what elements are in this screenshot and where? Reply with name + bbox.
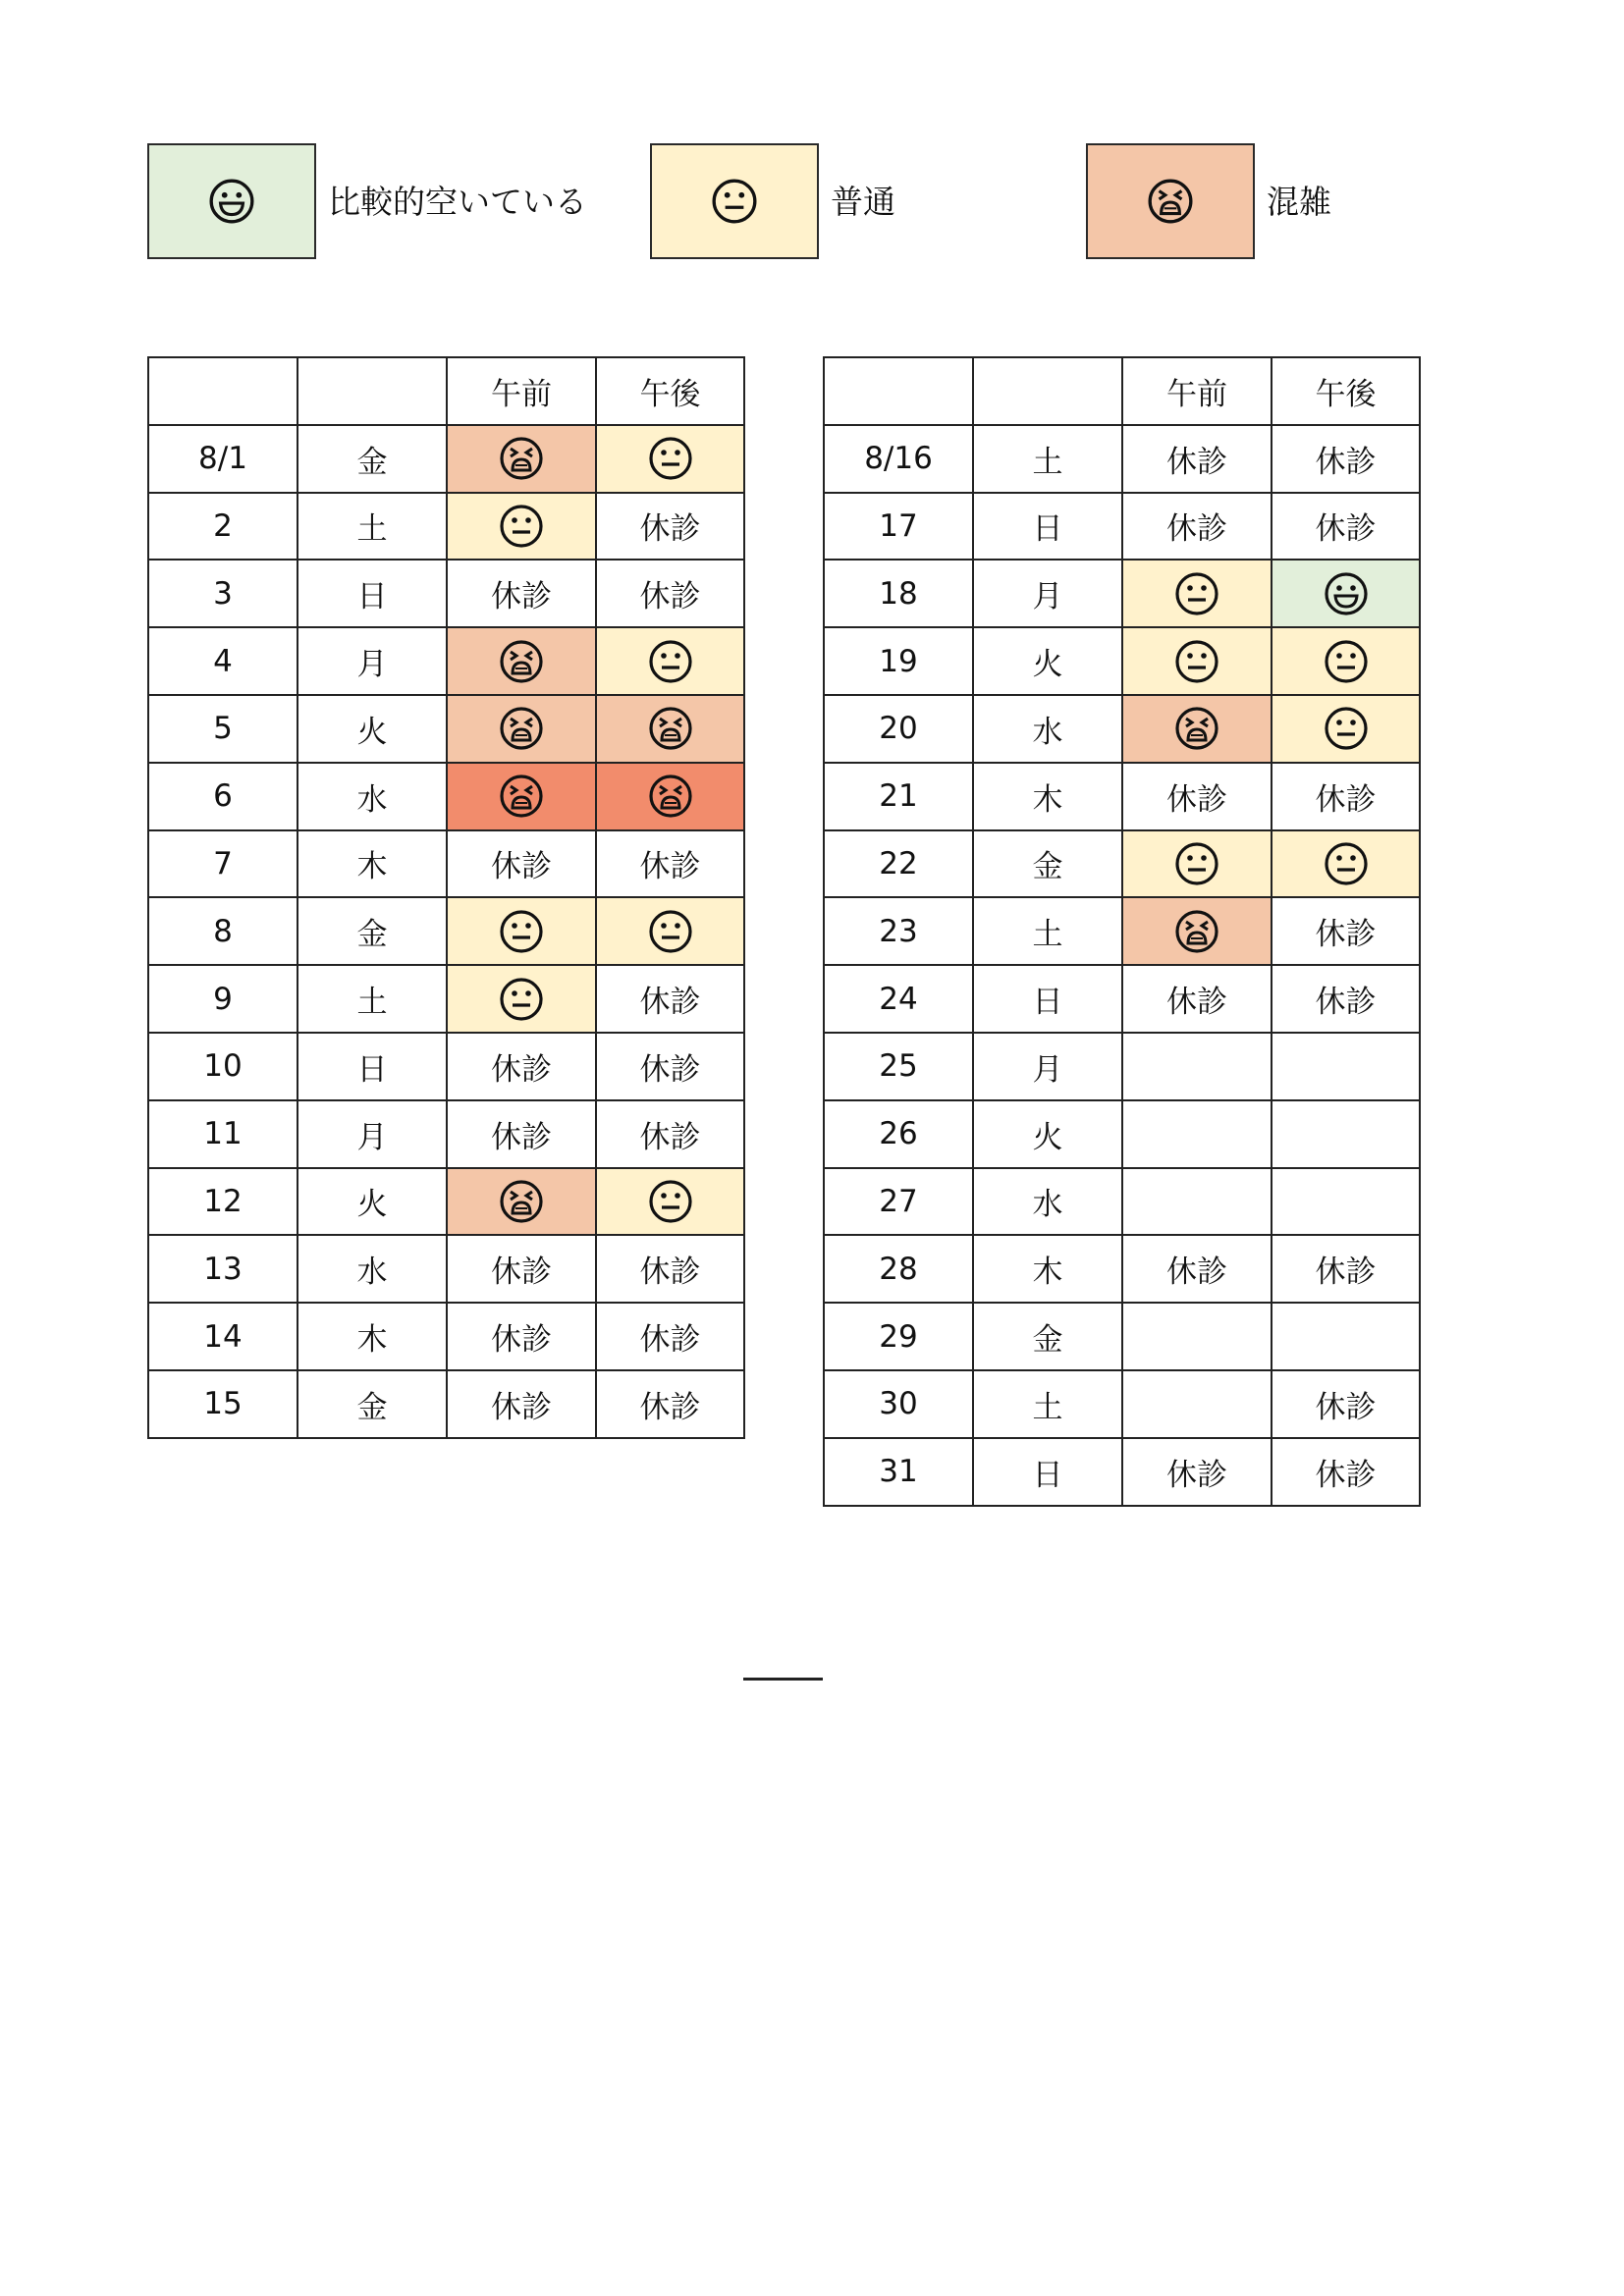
table-row — [824, 763, 1420, 830]
table-row — [824, 1235, 1420, 1303]
date-cell: 17 — [824, 493, 973, 561]
tired-face-icon — [498, 638, 545, 685]
afternoon-status-cell: 休診 — [1272, 493, 1420, 561]
afternoon-status-cell — [1272, 1033, 1420, 1100]
header-morning: 午前 — [1122, 357, 1272, 425]
afternoon-status-cell — [596, 425, 744, 493]
neutral-face-icon — [647, 1178, 694, 1225]
date-cell: 22 — [824, 830, 973, 898]
weekday-cell: 日 — [298, 560, 447, 627]
table-row — [824, 1168, 1420, 1236]
smile-icon — [1323, 570, 1370, 617]
afternoon-status-cell: 休診 — [596, 1033, 744, 1100]
morning-status-cell — [447, 897, 596, 965]
header-date-blank — [148, 357, 298, 425]
afternoon-status-cell: 休診 — [1272, 763, 1420, 830]
tired-face-icon — [1173, 705, 1220, 752]
neutral-face-icon — [498, 976, 545, 1023]
table-row — [824, 1033, 1420, 1100]
weekday-cell: 日 — [973, 493, 1122, 561]
date-cell: 4 — [148, 627, 298, 695]
date-cell: 30 — [824, 1370, 973, 1438]
table-row — [824, 1100, 1420, 1168]
table-row — [148, 627, 744, 695]
date-cell: 7 — [148, 830, 298, 898]
neutral-face-icon — [1323, 638, 1370, 685]
table-row — [148, 1168, 744, 1236]
morning-status-cell — [1122, 695, 1272, 763]
tired-face-icon — [647, 705, 694, 752]
date-cell: 28 — [824, 1235, 973, 1303]
morning-status-cell: 休診 — [1122, 1235, 1272, 1303]
morning-status-cell — [447, 425, 596, 493]
weekday-cell: 土 — [298, 965, 447, 1033]
weekday-cell: 金 — [973, 830, 1122, 898]
neutral-face-icon — [647, 435, 694, 482]
weekday-cell: 土 — [298, 493, 447, 561]
date-cell: 2 — [148, 493, 298, 561]
neutral-face-icon — [1323, 840, 1370, 887]
weekday-cell: 木 — [973, 1235, 1122, 1303]
neutral-face-icon — [647, 908, 694, 955]
weekday-cell: 火 — [298, 695, 447, 763]
tired-face-icon — [498, 773, 545, 820]
table-divider-line — [743, 1678, 823, 1681]
afternoon-status-cell: 休診 — [1272, 425, 1420, 493]
morning-status-cell: 休診 — [447, 1370, 596, 1438]
legend-swatch-busy — [1086, 143, 1255, 259]
date-cell: 21 — [824, 763, 973, 830]
afternoon-status-cell — [596, 695, 744, 763]
date-cell: 13 — [148, 1235, 298, 1303]
table-row — [148, 1235, 744, 1303]
table-row — [824, 425, 1420, 493]
afternoon-status-cell — [596, 763, 744, 830]
weekday-cell: 金 — [973, 1303, 1122, 1370]
weekday-cell: 金 — [298, 897, 447, 965]
date-cell: 6 — [148, 763, 298, 830]
afternoon-status-cell: 休診 — [1272, 1235, 1420, 1303]
afternoon-status-cell — [1272, 1100, 1420, 1168]
calendar-table-right — [823, 356, 1421, 1507]
table-row — [824, 1438, 1420, 1506]
morning-status-cell: 休診 — [447, 560, 596, 627]
afternoon-status-cell — [1272, 627, 1420, 695]
morning-status-cell — [1122, 1370, 1272, 1438]
afternoon-status-cell: 休診 — [596, 493, 744, 561]
afternoon-status-cell — [1272, 1303, 1420, 1370]
weekday-cell: 水 — [298, 763, 447, 830]
morning-status-cell — [1122, 1168, 1272, 1236]
header-afternoon: 午後 — [596, 357, 744, 425]
afternoon-status-cell: 休診 — [1272, 1438, 1420, 1506]
calendar-table-left — [147, 356, 745, 1439]
tired-face-icon — [647, 773, 694, 820]
legend-label-busy: 混雑 — [1267, 183, 1331, 221]
weekday-cell: 木 — [298, 1303, 447, 1370]
table-row — [824, 695, 1420, 763]
weekday-cell: 木 — [973, 763, 1122, 830]
morning-status-cell — [447, 627, 596, 695]
morning-status-cell: 休診 — [447, 1235, 596, 1303]
table-row — [148, 1033, 744, 1100]
morning-status-cell: 休診 — [1122, 493, 1272, 561]
afternoon-status-cell — [1272, 695, 1420, 763]
weekday-cell: 木 — [298, 830, 447, 898]
afternoon-status-cell — [1272, 1168, 1420, 1236]
morning-status-cell: 休診 — [1122, 965, 1272, 1033]
neutral-face-icon — [498, 503, 545, 550]
header-weekday-blank — [973, 357, 1122, 425]
morning-status-cell — [1122, 560, 1272, 627]
date-cell: 8/1 — [148, 425, 298, 493]
weekday-cell: 土 — [973, 1370, 1122, 1438]
date-cell: 5 — [148, 695, 298, 763]
weekday-cell: 火 — [973, 1100, 1122, 1168]
morning-status-cell: 休診 — [447, 1100, 596, 1168]
afternoon-status-cell: 休診 — [596, 1303, 744, 1370]
weekday-cell: 土 — [973, 425, 1122, 493]
date-cell: 18 — [824, 560, 973, 627]
weekday-cell: 土 — [973, 897, 1122, 965]
weekday-cell: 月 — [973, 560, 1122, 627]
table-row — [148, 560, 744, 627]
weekday-cell: 水 — [973, 695, 1122, 763]
table-row — [824, 1303, 1420, 1370]
morning-status-cell — [1122, 1033, 1272, 1100]
neutral-face-icon — [1323, 705, 1370, 752]
morning-status-cell — [447, 695, 596, 763]
date-cell: 26 — [824, 1100, 973, 1168]
table-row — [824, 897, 1420, 965]
table-row — [148, 425, 744, 493]
weekday-cell: 月 — [298, 627, 447, 695]
afternoon-status-cell: 休診 — [596, 965, 744, 1033]
date-cell: 27 — [824, 1168, 973, 1236]
morning-status-cell — [1122, 897, 1272, 965]
legend-label-empty: 比較的空いている — [328, 183, 587, 221]
afternoon-status-cell: 休診 — [596, 1370, 744, 1438]
table-row — [148, 1100, 744, 1168]
date-cell: 15 — [148, 1370, 298, 1438]
morning-status-cell — [1122, 627, 1272, 695]
weekday-cell: 水 — [973, 1168, 1122, 1236]
neutral-face-icon — [710, 177, 759, 226]
morning-status-cell — [447, 493, 596, 561]
afternoon-status-cell: 休診 — [1272, 965, 1420, 1033]
header-morning: 午前 — [447, 357, 596, 425]
date-cell: 8 — [148, 897, 298, 965]
morning-status-cell — [447, 1168, 596, 1236]
header-date-blank — [824, 357, 973, 425]
morning-status-cell — [1122, 830, 1272, 898]
neutral-face-icon — [647, 638, 694, 685]
morning-status-cell: 休診 — [1122, 425, 1272, 493]
afternoon-status-cell: 休診 — [596, 1100, 744, 1168]
tired-face-icon — [1173, 908, 1220, 955]
weekday-cell: 日 — [973, 1438, 1122, 1506]
table-row — [824, 493, 1420, 561]
neutral-face-icon — [498, 908, 545, 955]
date-cell: 29 — [824, 1303, 973, 1370]
date-cell: 10 — [148, 1033, 298, 1100]
header-afternoon: 午後 — [1272, 357, 1420, 425]
table-header-row — [824, 357, 1420, 425]
table-row — [148, 1370, 744, 1438]
date-cell: 25 — [824, 1033, 973, 1100]
afternoon-status-cell — [1272, 830, 1420, 898]
morning-status-cell — [447, 965, 596, 1033]
weekday-cell: 水 — [298, 1235, 447, 1303]
legend-swatch-normal — [650, 143, 819, 259]
morning-status-cell: 休診 — [1122, 763, 1272, 830]
weekday-cell: 月 — [298, 1100, 447, 1168]
date-cell: 9 — [148, 965, 298, 1033]
table-row — [824, 830, 1420, 898]
weekday-cell: 日 — [298, 1033, 447, 1100]
morning-status-cell — [447, 763, 596, 830]
legend-label-normal: 普通 — [831, 183, 895, 221]
morning-status-cell — [1122, 1100, 1272, 1168]
table-row — [148, 695, 744, 763]
table-header-row — [148, 357, 744, 425]
morning-status-cell — [1122, 1303, 1272, 1370]
afternoon-status-cell: 休診 — [596, 560, 744, 627]
table-row — [824, 965, 1420, 1033]
date-cell: 20 — [824, 695, 973, 763]
morning-status-cell: 休診 — [447, 830, 596, 898]
weekday-cell: 日 — [973, 965, 1122, 1033]
table-row — [148, 830, 744, 898]
neutral-face-icon — [1173, 840, 1220, 887]
date-cell: 12 — [148, 1168, 298, 1236]
afternoon-status-cell: 休診 — [596, 830, 744, 898]
date-cell: 8/16 — [824, 425, 973, 493]
tired-face-icon — [498, 705, 545, 752]
date-cell: 19 — [824, 627, 973, 695]
table-row — [148, 897, 744, 965]
date-cell: 11 — [148, 1100, 298, 1168]
date-cell: 23 — [824, 897, 973, 965]
table-row — [148, 1303, 744, 1370]
date-cell: 31 — [824, 1438, 973, 1506]
weekday-cell: 月 — [973, 1033, 1122, 1100]
neutral-face-icon — [1173, 570, 1220, 617]
header-weekday-blank — [298, 357, 447, 425]
afternoon-status-cell: 休診 — [1272, 897, 1420, 965]
afternoon-status-cell — [596, 627, 744, 695]
morning-status-cell: 休診 — [1122, 1438, 1272, 1506]
afternoon-status-cell — [596, 897, 744, 965]
legend-swatch-empty — [147, 143, 316, 259]
afternoon-status-cell — [596, 1168, 744, 1236]
morning-status-cell: 休診 — [447, 1033, 596, 1100]
table-row — [824, 627, 1420, 695]
neutral-face-icon — [1173, 638, 1220, 685]
date-cell: 24 — [824, 965, 973, 1033]
table-row — [148, 965, 744, 1033]
weekday-cell: 金 — [298, 425, 447, 493]
morning-status-cell: 休診 — [447, 1303, 596, 1370]
date-cell: 3 — [148, 560, 298, 627]
tired-face-icon — [1146, 177, 1195, 226]
table-row — [824, 1370, 1420, 1438]
afternoon-status-cell: 休診 — [1272, 1370, 1420, 1438]
tired-face-icon — [498, 1178, 545, 1225]
table-row — [824, 560, 1420, 627]
weekday-cell: 火 — [298, 1168, 447, 1236]
weekday-cell: 金 — [298, 1370, 447, 1438]
date-cell: 14 — [148, 1303, 298, 1370]
table-row — [148, 763, 744, 830]
smile-icon — [207, 177, 256, 226]
afternoon-status-cell — [1272, 560, 1420, 627]
weekday-cell: 火 — [973, 627, 1122, 695]
afternoon-status-cell: 休診 — [596, 1235, 744, 1303]
tired-face-icon — [498, 435, 545, 482]
table-row — [148, 493, 744, 561]
